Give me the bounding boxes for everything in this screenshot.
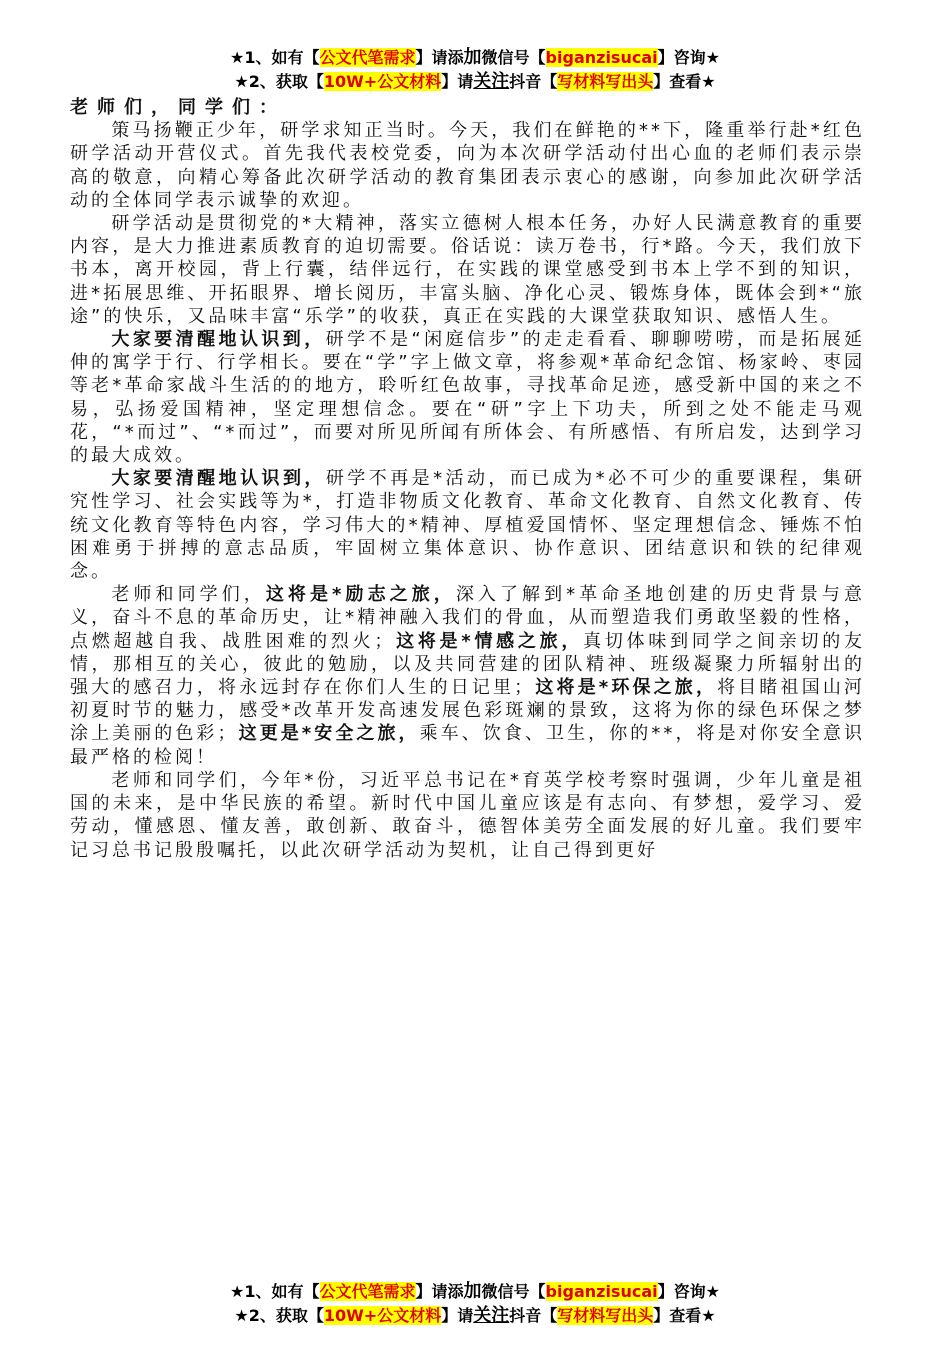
banner-text: 抖音【 xyxy=(509,72,558,91)
banner-text: 】咨询★ xyxy=(657,48,720,67)
paragraph-text: 乘车、饮食、卫生，你的**，将是对你安全意识最严格的检阅！ xyxy=(70,723,866,768)
banner-text: 加 xyxy=(463,47,482,68)
document-body xyxy=(70,96,865,862)
banner-text: 】请 xyxy=(441,72,474,91)
emphasis: 这将是*环保之旅， xyxy=(535,677,718,699)
banner-text: 】请添 xyxy=(415,48,464,67)
emphasis: 这将是*励志之旅， xyxy=(265,584,456,606)
banner-line-1 xyxy=(0,1280,950,1304)
banner-wechat-id: biganzisucai xyxy=(545,1282,658,1301)
banner-highlight: 10W+公文材料 xyxy=(323,1306,442,1325)
paragraph-5 xyxy=(70,583,865,769)
banner-highlight: 10W+公文材料 xyxy=(323,72,442,91)
banner-text: 】查看★ xyxy=(653,72,716,91)
banner-text: ★1、如有【 xyxy=(230,1282,320,1301)
paragraph-text: 深入了解到*革命圣地创建的历史背景与意义，奋斗不息的革命历史，让*精神融入我们的骨血，从而塑造我们勇敢坚毅的性格，点燃超越自我、战胜困难的烈火； xyxy=(70,584,865,652)
emphasis: 这更是*安全之旅， xyxy=(238,723,420,745)
banner-line-1 xyxy=(0,46,950,70)
banner-text: 】查看★ xyxy=(653,1306,716,1325)
banner-line-2 xyxy=(0,70,950,94)
paragraph-text: 研学不是“闲庭信步”的走走看看、聊聊唠唠，而是拓展延伸的寓学于行、行学相长。要在“学”字上做文章，将参观*革命纪念馆、杨家岭、枣园等老*革命家战斗生活的的地方，聆听红色故事，寻找革命足迹，感受新中国的来之不易，弘扬爱国精神，坚定理想信念。要在“研”字上下功夫，所到之处不能走马观花，“*而过”、“*而过”，而要对所见所闻有所体会、有所感悟、有所启发，达到学习的最大成效。 xyxy=(70,329,866,467)
emphasis: 大家要清醒地认识到， xyxy=(111,468,326,490)
banner-text: 抖音【 xyxy=(509,1306,558,1325)
paragraph-text: 将目睹祖国山河初夏时节的魅力，感受*改革开发高速发展色彩斑斓的景致，这将为你的绿色环保之梦涂上美丽的色彩； xyxy=(70,677,865,745)
paragraph-4 xyxy=(70,467,865,583)
banner-line-2 xyxy=(0,1304,950,1328)
paragraph-3 xyxy=(70,328,865,467)
paragraph-2: 研学活动是贯彻党的*大精神，落实立德树人根本任务，办好人民满意教育的重要内容，是大力推进素质教育的迫切需要。俗话说：读万卷书，行*路。今天，我们放下书本，离开校园，背上行囊，结伴远行，在实践的课堂感受到书本上学不到的知识，进*拓展思维、开拓眼界、增长阅历，丰富头脑、净化心灵、锻炼身体，既体会到*“旅途”的快乐，又品味丰富“乐学”的收获，真正在实践的大课堂获取知识、感悟人生。 xyxy=(70,213,865,327)
banner-text: 】咨询★ xyxy=(657,1282,720,1301)
banner-text: 】请添 xyxy=(415,1282,464,1301)
banner-text: 】请 xyxy=(441,1306,474,1325)
emphasis: 大家要清醒地认识到， xyxy=(111,329,326,351)
paragraph-1: 策马扬鞭正少年，研学求知正当时。今天，我们在鲜艳的**下，隆重举行赴*红色研学活动开营仪式。首先我代表校党委，向为本次研学活动付出心血的老师们表示崇高的敬意，向精心筹备此次研学活动的教育集团表示衷心的感谢，向参加此次研学活动的全体同学表示诚挚的欢迎。 xyxy=(70,120,865,211)
paragraph-text: 研学不再是*活动，而已成为*必不可少的重要课程，集研究性学习、社会实践等为*，打造非物质文化教育、革命文化教育、自然文化教育、传统文化教育等特色内容，学习伟大的*精神、厚植爱国情怀、坚定理想信念、锤炼不怕困难勇于拼搏的意志品质，牢固树立集体意识、协作意识、团结意识和铁的纪律观念。 xyxy=(70,468,866,583)
emphasis: 这将是*情感之旅， xyxy=(395,630,584,652)
banner-highlight: 公文代笔需求 xyxy=(319,1282,416,1301)
banner-text: ★2、获取【 xyxy=(234,72,324,91)
banner-wechat-id: biganzisucai xyxy=(545,48,658,67)
banner-text: ★1、如有【 xyxy=(230,48,320,67)
banner-text: 加 xyxy=(463,1281,482,1302)
banner-text: ★2、获取【 xyxy=(234,1306,324,1325)
paragraph-6: 老师和同学们，今年*份，习近平总书记在*育英学校考察时强调，少年儿童是祖国的未来，是中华民族的希望。新时代中国儿童应该是有志向、有梦想，爱学习、爱劳动，懂感恩、懂友善，敢创新、敢奋斗，德智体美劳全面发展的好儿童。我们要牢记习总书记殷殷嘱托，以此次研学活动为契机，让自己得到更好 xyxy=(70,769,865,861)
banner-highlight: 写材料写出头 xyxy=(557,72,654,91)
banner-text: 关注 xyxy=(473,1305,510,1326)
banner-text: 微信号【 xyxy=(481,48,546,67)
bottom-banner xyxy=(0,1280,950,1328)
salutation: 老师们，同学们： xyxy=(70,97,286,118)
paragraph-text: 老师和同学们， xyxy=(111,584,266,606)
banner-text: 微信号【 xyxy=(481,1282,546,1301)
paragraph-text: 真切体味到同学之间亲切的友情，那相互的关心，彼此的勉励，以及共同营建的团队精神、班级凝聚力所辐射出的强大的感召力，将永远封存在你们人生的日记里； xyxy=(70,630,865,699)
banner-highlight: 写材料写出头 xyxy=(557,1306,654,1325)
banner-highlight: 公文代笔需求 xyxy=(319,48,416,67)
banner-text: 关注 xyxy=(473,71,510,92)
top-banner xyxy=(0,46,950,94)
